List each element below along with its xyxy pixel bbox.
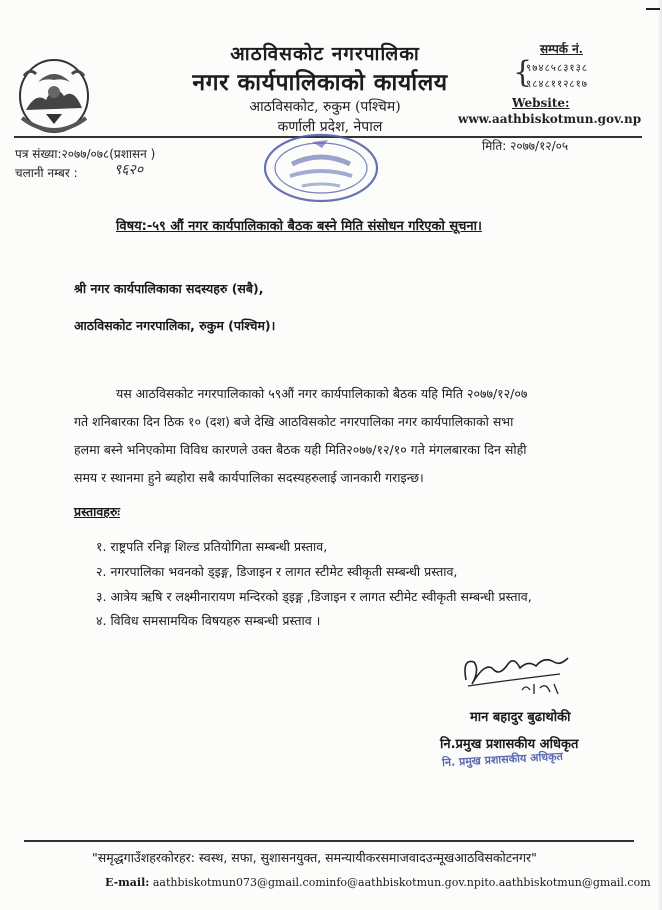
org-address: आठविसकोट, रुकुम (पश्चिम) (249, 99, 401, 115)
body-line: यस आठविसकोट नगरपालिकाको ५९औं नगर कार्यपालिकाको बैठक यहि मिति २०७७/१२/०७ (116, 386, 528, 401)
footer-email (105, 876, 651, 889)
agenda-title: प्रस्तावहरुः (74, 504, 120, 519)
recipient-line: श्री नगर कार्यपालिकाका सदस्यहरु (सबै), (74, 281, 264, 296)
nepal-emblem-icon (16, 52, 92, 138)
dispatch-label: चलानी नम्बर : (15, 166, 78, 180)
office-stamp-icon (262, 132, 380, 204)
phone-number: ९७४८५८३१३८ (526, 63, 588, 74)
handwritten-signature (450, 640, 580, 700)
website-title: Website: (512, 96, 570, 110)
signer-title: नि.प्रमुख प्रशासकीय अधिकृत (440, 737, 579, 752)
corner-mark (646, 8, 660, 10)
phone-number: ९८४८११२८१७ (526, 79, 588, 90)
website-url: www.aathbiskotmun.gov.np (458, 112, 642, 126)
recipient-line: आठविसकोट नगरपालिका, रुकुम (पश्चिम)। (74, 318, 276, 333)
org-name-office: नगर कार्यपालिकाको कार्यालय (192, 69, 448, 96)
brace-icon: { (513, 55, 533, 90)
footer-motto: "समृद्धगाउँशहरकोरहर: स्वस्थ, सफा, सुशासनयुक्त, समन्यायीकरसमाजवादउन्मूखआठविसकोटनगर" (92, 850, 537, 865)
contact-title: सम्पर्क नं. (540, 42, 583, 56)
agenda-item: २. नगरपालिका भवनको ड्इङ्ग, डिजाइन र लागत स्टीमेट स्वीकृती सम्बन्धी प्रस्ताव, (96, 564, 458, 579)
letter-subject: विषय:-५९ औं नगर कार्यपालिकाको बैठक बस्ने मिति संसोधन गरिएको सूचना। (116, 219, 482, 234)
page-edge (656, 0, 662, 910)
email-label: E-mail: (105, 876, 150, 889)
body-line: हलमा बस्ने भनिएकोमा विविध कारणले उक्त बैठक यही मिति२०७७/१२/१० गते मंगलबारका दिन सोही (74, 442, 527, 457)
dispatch-number: ९६२० (114, 162, 144, 178)
signer-name: मान बहादुर बुढाथोकी (470, 710, 571, 725)
letter-date: मिति: २०७७/१२/०५ (482, 139, 569, 153)
org-province: कर्णाली प्रदेश, नेपाल (277, 119, 383, 135)
body-paragraph (74, 380, 614, 492)
body-line: गते शनिबारका दिन ठिक १० (दश) बजे देखि आठविसकोट नगरपालिका नगर कार्यपालिकाको सभा (74, 414, 514, 429)
designation-stamp: नि. प्रमुख प्रशासकीय अधिकृत (441, 749, 564, 770)
reference-number: पत्र संख्या:२०७७/०७८(प्रशासन ) (15, 147, 156, 161)
agenda-item: ३. आत्रेय ऋषि र लक्ष्मीनारायण मन्दिरको ड्इङ्ग ,डिजाइन र लागत स्टीमेट स्वीकृती सम्बन्धी प्रस्ताव, (96, 589, 532, 604)
agenda-item: ४. विविध समसामयिक विषयहरु सम्बन्धी प्रस्ताव । (96, 613, 321, 628)
agenda-item: १. राष्ट्रपति रनिङ्ग शिल्ड प्रतियोगिता सम्बन्धी प्रस्ताव, (96, 539, 328, 554)
body-line: समय र स्थानमा हुने ब्यहोरा सबै कार्यपालिका सदस्यहरुलाई जानकारी गराइन्छ। (74, 470, 424, 485)
footer-divider (24, 840, 634, 842)
org-name-municipality: आठविसकोट नगरपालिका (230, 43, 420, 65)
email-addresses: aathbiskotmun073@gmail.cominfo@aathbiskotmun.gov.npito.aathbiskotmun@gmail.com (152, 876, 651, 889)
